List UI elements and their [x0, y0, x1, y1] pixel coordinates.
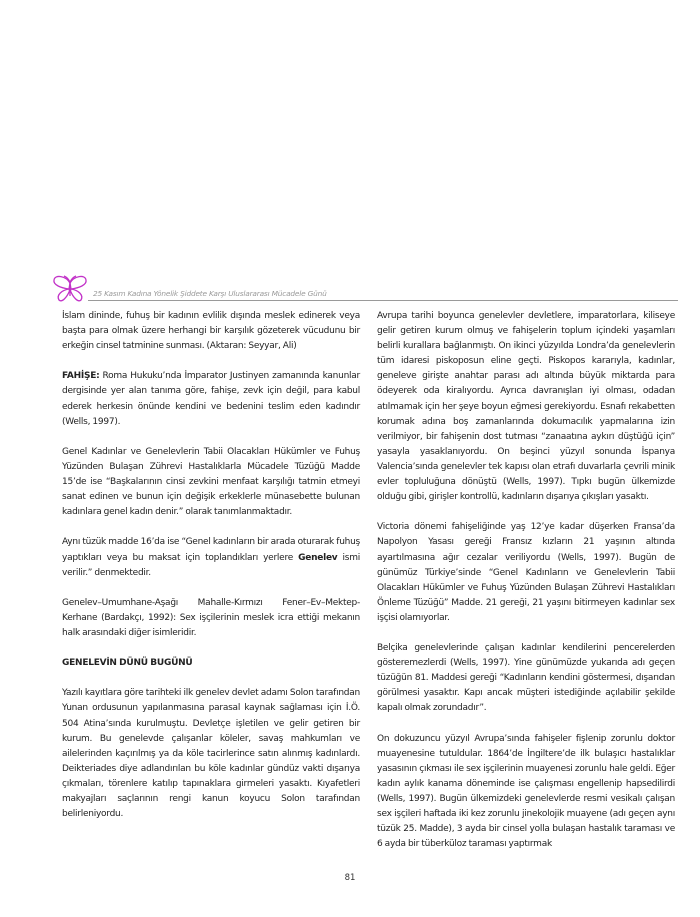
- paragraph: Genel Kadınlar ve Genelevlerin Tabii Olacakları Hükümler ve Fuhuş Yüzünden Bulaşan Zührevi Hastalıklarla Mücadele Tüzüğü Madde 15’de ise “Başkalarının cinsi zevkini menfaat karşılığı tatmin etmeyi sanat edinen ve bunun için değişik erkeklerle münasebette bulunan kadınlara genel kadın denir.” olarak tanımlanmaktadır.: [62, 446, 360, 518]
- paragraph: [62, 535, 360, 580]
- header-title: 25 Kasım Kadına Yönelik Şiddete Karşı Uluslararası Mücadele Günü: [93, 289, 327, 298]
- left-column: [62, 309, 360, 837]
- paragraph: İslam dininde, fuhuş bir kadının evlilik dışında meslek edinerek veya başta para olmak üzere herhangi bir karşılık gözeterek vücudunu bir erkeğin cinsel tatminine sunması. (Aktaran: Seyyar, Ali): [62, 311, 360, 352]
- header-rule: [88, 300, 678, 301]
- paragraph: Genelev–Umumhane-Aşağı Mahalle-Kırmızı Fener–Ev–Mektep-Kerhane (Bardakçı, 1992): Sex işçilerinin meslek icra ettiği mekanın halk arasındaki diğer isimleridir.: [62, 597, 360, 638]
- section-heading: GENELEVİN DÜNÜ BUGÜNÜ: [62, 658, 193, 669]
- term-label: FAHİŞE:: [62, 371, 100, 382]
- paragraph: Avrupa tarihi boyunca genelevler devletlere, imparatorlara, kiliseye gelir getiren kurum olmuş ve fahişelerin toplum içindeki yaşamları belirli kurallara bağlanmıştı. On ikinci yüzyılda Londra’da genelevlerin tüm idaresi piskoposun eline geçti. Piskopos kararıyla, kadınlar, geneleve girişte anahtar parası adı altında büyük miktarda para ödeyerek oda kiralıyordu. Ayrıca davranışları iyi olması, odadan atılmamak için her şeye boyun eğmesi gerekiyordu. Esnafı rekabetten korumak adına boş zamanlarında dokumacılık yapmalarına izin verilmiyor, bir fahişenin dost tutması “zanaatına aykırı düştüğü için” yasayla yasaklanıyordu. On beşinci yüzyıl sonunda İspanya Valencia’sında genelevler tek kapısı olan etrafı duvarlarla çevrili minik evler topluluğuna dönüştü (Wells, 1997). Tıpkı bugün ülkemizde olduğu gibi, girişler kontrollü, kadınların dışarıya çıkışları yasaktı.: [377, 311, 675, 503]
- right-column: [377, 309, 675, 867]
- page-header: [52, 274, 678, 304]
- paragraph: Belçika genelevlerinde çalışan kadınlar kendilerini pencerelerden gösteremezlerdi (Wells, 1997). Yine günümüzde yukarıda adı geçen tüzüğün 81. Maddesi gereği “Kadınların kendini göstermesi, dışarıdan görülmesi yasaktır. Kapı ancak müşteri istediğinde açılabilir şekilde kapalı olmak zorundadır”.: [377, 643, 675, 714]
- bold-term: Genelev: [298, 552, 338, 563]
- butterfly-icon: [52, 274, 88, 304]
- paragraph: On dokuzuncu yüzyıl Avrupa’sında fahişeler fişlenip zorunlu doktor muayenesine tutuldular. 1864’de İngiltere’de ilk bulaşıcı hastalıklar yasasının çıkması ile sex işçilerinin muayenesi zorunlu hale geldi. Eğer kadın aylık kanama döneminde ise çalışması engellenip hapsedilirdi (Wells, 1997). Bugün ülkemizdeki genelevlerde resmi vesikalı çalışan sex işçileri haftada iki kez zorunlu jinekolojik muayene (adı geçen aynı tüzük 25. Madde), 3 ayda bir cinsel yolla bulaşan hastalık taraması ve 6 ayda bir tüberküloz taraması yaptırmak: [377, 733, 675, 850]
- paragraph-text: Aynı tüzük madde 16’da ise “Genel kadınların bir arada oturarak fuhuş yaptıkları veya bu maksat için toplandıkları yerlere: [62, 537, 360, 563]
- paragraph: Victoria dönemi fahişeliğinde yaş 12’ye kadar düşerken Fransa’da Napolyon Yasası gereği Fransız kızların 21 yaşının altında ayartılmasına ağır cezalar veriliyordu (Wells, 1997). Bugün de günümüz Türkiye’sinde “Genel Kadınların ve Genelevlerin Tabii Olacakları Hükümler ve Fuhuş Yüzünden Bulaşan Zührevi Hastalıkları Önleme Tüzüğü” Madde. 21 gereği, 21 yaşını bitirmeyen kadınlar sex işçisi olamıyorlar.: [377, 522, 675, 623]
- term-definition: Roma Hukuku’nda İmparator Justinyen zamanında kanunlar dergisinde yer alan tanıma göre, fahişe, zevk için değil, para kabul ederek herkesin önünde kendini ve bedenini teslim eden kadındır (Wells, 1997).: [62, 371, 360, 427]
- paragraph-text: ismi verilir.” denmektedir.: [62, 552, 360, 578]
- page-number: 81: [344, 873, 356, 883]
- paragraph: Yazılı kayıtlara göre tarihteki ilk genelev devlet adamı Solon tarafından Yunan ordusunun yapılanmasına parasal kaynak sağlaması için İ.Ö. 504 Atina’sında kurulmuştu. Devletçe işletilen ve gelir getiren bir kurum. Bu genelevde çalışanlar köleler, savaş mahkumları ve ailelerinden kaçırılmış ya da köle tacirlerince satın alınmış kadınlardı. Deikteriades diye adlandırılan bu köle kadınlar gündüz vakti dışarıya çıkmaları, törenlere katılıp tapınaklara girmeleri yasaktı. Kıyafetleri makyajları saçlarının rengi kanun koyucu Solon tarafından belirleniyordu.: [62, 688, 360, 820]
- paragraph: [62, 369, 360, 429]
